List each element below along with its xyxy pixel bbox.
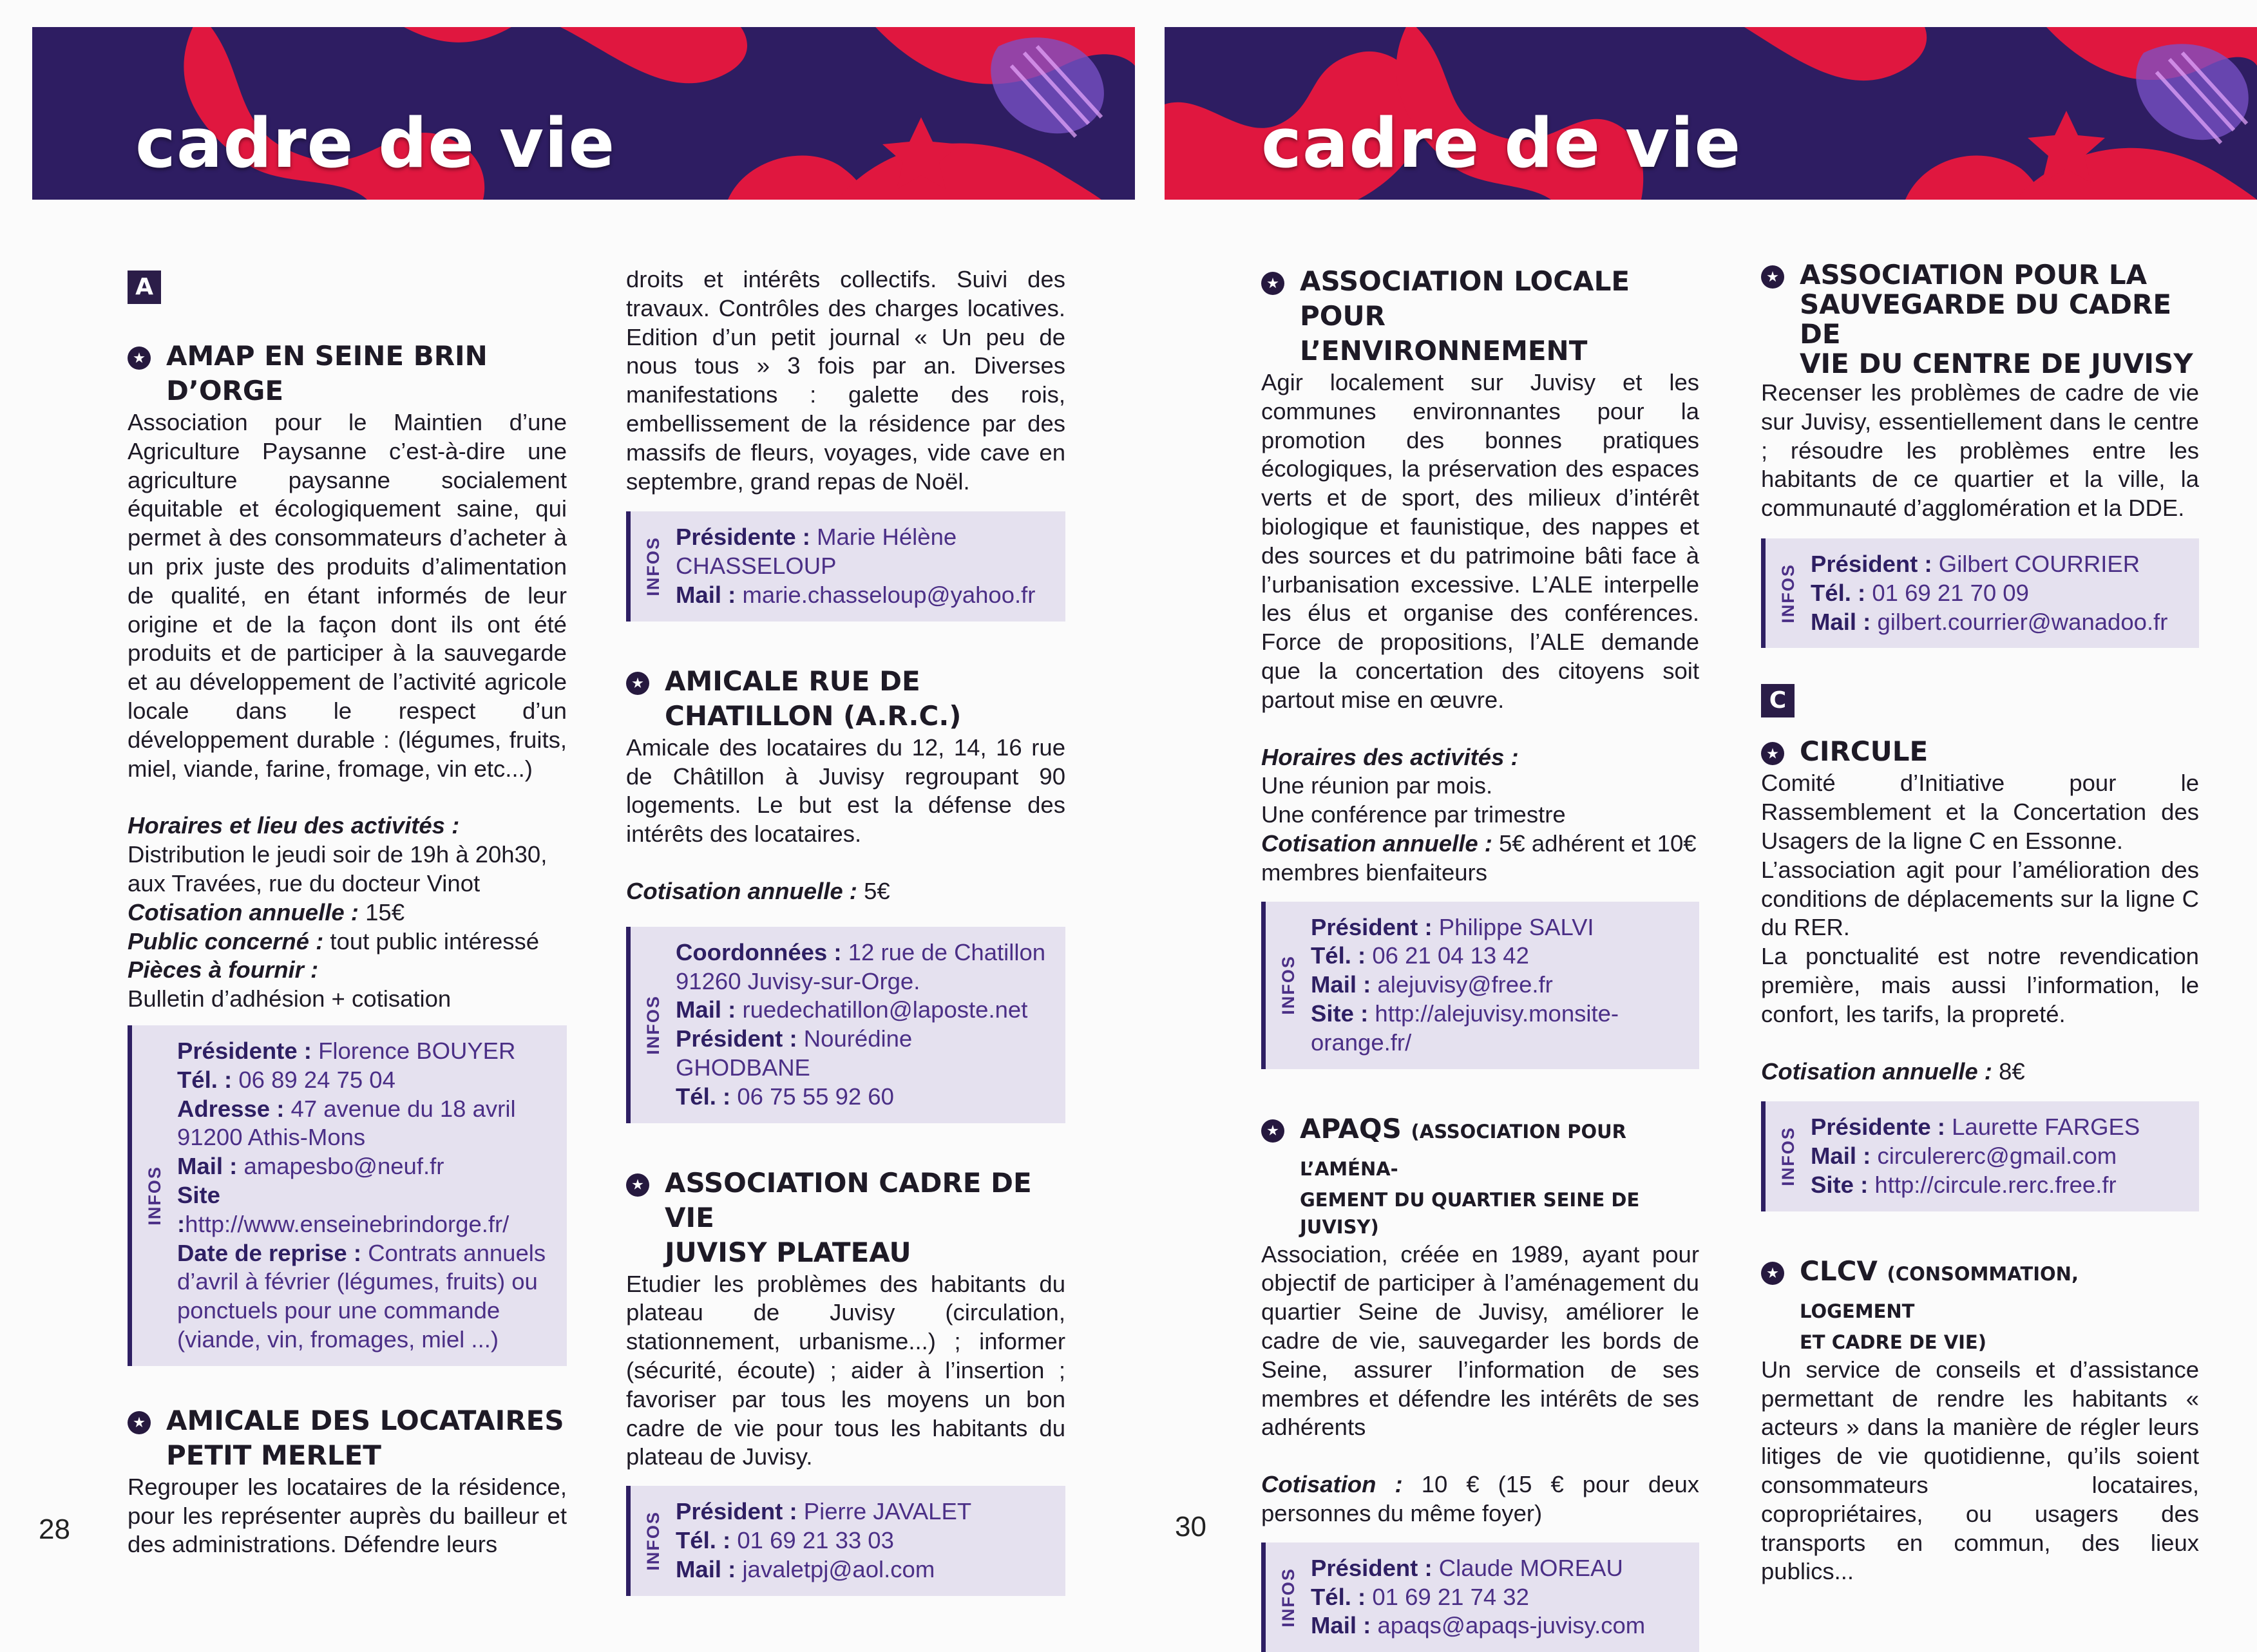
sauvegarde-president: Gilbert COURRIER (1938, 550, 2140, 577)
ale-president: Philippe SALVI (1438, 913, 1594, 940)
plateau-tel: 01 69 21 33 03 (737, 1526, 894, 1553)
infos-tag: INFOS (1278, 955, 1298, 1015)
heading-circule: CIRCULE (1761, 734, 2199, 769)
infos-tag: INFOS (643, 1511, 663, 1571)
banner-right (1165, 27, 2257, 200)
infos-tag: INFOS (1778, 1126, 1798, 1186)
chatillon-cotisation: Cotisation annuelle : 5€ (626, 877, 890, 904)
heading-plateau: ASSOCIATION CADRE DE VIE JUVISY PLATEAU (626, 1166, 1065, 1270)
apaqs-description: Association, créée en 1989, ayant pour objectif de participer à l’aménagement du quartier Seine de Juvisy, améliorer le cadre de vie, sauvegarder les bords de Seine, assurer l’information de ses membres et défendre les intérêts de ses adhérents (1261, 1240, 1699, 1441)
infos-tag: INFOS (643, 994, 663, 1055)
ale-horaires-label: Horaires des activités : (1261, 743, 1519, 770)
star-bullet-icon (1761, 1262, 1784, 1285)
banner-left (32, 27, 1135, 200)
ale-cotisation: Cotisation annuelle : 5€ adhérent et 10€ membres bienfaiteurs (1261, 830, 1697, 886)
heading-apaqs: APAQS (ASSOCIATION POUR L’AMÉNA- GEMENT DU QUARTIER SEINE DE JUVISY) (1261, 1112, 1699, 1240)
section-letter-a: A (128, 271, 161, 304)
heading-chatillon: AMICALE RUE DE CHATILLON (A.R.C.) (626, 664, 1065, 734)
infos-tag: INFOS (1278, 1567, 1298, 1628)
star-bullet-icon (1761, 742, 1784, 765)
infos-tag: INFOS (144, 1166, 164, 1226)
apaqs-cotisation: Cotisation : 10 € (15 € pour deux personnes du même foyer) (1261, 1471, 1700, 1526)
apaqs-tel: 01 69 21 74 32 (1372, 1583, 1529, 1610)
ale-description: Agir localement sur Juvisy et les communes environnantes pour la promotion des bonnes pratiques écologiques, la préservation des espaces verts et de sport, des milieux d’intérêt biologique et faunistique, des nappes et des sources et du patrimoine bâti face à l’urbanisation excessive. L’ALE interpelle les élus et organise des conférences. Force de propositions, l’ALE demande que la concertation des citoyens soit partout mise en œuvre. (1261, 369, 1699, 713)
plateau-president: Pierre JAVALET (803, 1498, 972, 1525)
amap-reprise: Contrats annuels d’avril à février (légumes, fruits) ou ponctuels pour une commande (viande, vin, fromages, miel ...) (177, 1239, 546, 1353)
chatillon-description: Amicale des locataires du 12, 14, 16 rue de Châtillon à Juvisy regroupant 90 logements. Le but est la défense des intérêts des locataires. (626, 734, 1065, 848)
info-box-ale: INFOS Président : Philippe SALVI Tél. : 06 21 04 13 42 Mail : alejuvisy@free.fr Site : http://alejuvisy.monsite-orange.fr/ (1261, 902, 1699, 1069)
chatillon-coord: 12 rue de Chatillon (848, 938, 1046, 965)
ale-horaires-1: Une réunion par mois. (1261, 772, 1493, 799)
column-4 (1761, 260, 2199, 1586)
star-bullet-icon (1261, 272, 1284, 295)
amap-description: Association pour le Maintien d’une Agriculture Paysanne c’est-à-dire une agriculture paysanne socialement équitable et écologiquement saine, qui permet à des consommateurs d’acheter à un prix juste des produits d’alimentation de qualité, en étant informés de leur origine et de la façon dont ils ont été produits et de participer à la sauvegarde et au développement de l’activité agricole locale dans le respect d’un développement durable : (légumes, fruits, miel, viande, farine, fromage, vin etc...) (128, 409, 567, 782)
chatillon-president: Nourédine GHODBANE (676, 1025, 913, 1081)
clcv-description: Un service de conseils et d’assistance permettant de rendre les habitants « acteurs » dans la manière de régler leurs litiges de vie quotidienne, qu’ils soient consommateurs locataires, copropriétaires, ou usagers des transports en commun, des lieux publics... (1761, 1356, 2199, 1585)
info-box-circule: INFOS Présidente : Laurette FARGES Mail : circulererc@gmail.com Site : http://circule.rerc.free.fr (1761, 1101, 2199, 1211)
heading-amap: AMAP EN SEINE BRIN D’ORGE (128, 339, 567, 408)
chatillon-coord-city: 91260 Juvisy-sur-Orge. (676, 967, 920, 994)
page-title-left: cadre de vie (135, 104, 616, 183)
heading-ale: ASSOCIATION LOCALE POUR L’ENVIRONNEMENT (1261, 264, 1699, 368)
circule-description-1: Comité d’Initiative pour le Rassemblement et la Concertation des Usagers de la ligne C en Essonne. (1761, 770, 2199, 854)
amap-pieces-label: Pièces à fournir : (128, 956, 319, 983)
petit-merlet-president: Marie Hélène CHASSELOUP (676, 524, 957, 580)
info-box-sauvegarde: INFOS Président : Gilbert COURRIER Tél. : 01 69 21 70 09 Mail : gilbert.courrier@wanadoo.fr (1761, 538, 2199, 648)
amap-adresse: 47 avenue du 18 avril (290, 1095, 516, 1122)
infos-tag: INFOS (1778, 563, 1798, 623)
star-bullet-icon (626, 1173, 649, 1197)
star-bullet-icon (128, 1411, 151, 1434)
info-box-plateau: INFOS Président : Pierre JAVALET Tél. : 01 69 21 33 03 Mail : javaletpj@aol.com (626, 1486, 1065, 1595)
amap-public: Public concerné : tout public intéressé (128, 927, 540, 954)
circule-mail-link[interactable]: circulererc@gmail.com (1877, 1143, 2117, 1170)
column-3 (1261, 264, 1699, 1652)
sauvegarde-description: Recenser les problèmes de cadre de vie sur Juvisy, essentiellement dans le centre ; résoudre les problèmes entre les habitants de ce quartier et la ville, la communauté d’agglomération et la DDE. (1761, 379, 2199, 522)
sauvegarde-mail-link[interactable]: gilbert.courrier@wanadoo.fr (1877, 608, 2168, 635)
circule-site-link[interactable]: http://circule.rerc.free.fr (1874, 1171, 2117, 1198)
column-1 (128, 271, 567, 1559)
petit-merlet-mail-link[interactable]: marie.chasseloup@yahoo.fr (742, 581, 1036, 608)
amap-cotisation: Cotisation annuelle : 15€ (128, 898, 405, 926)
amap-site-link[interactable]: http://www.enseinebrindorge.fr/ (185, 1210, 509, 1237)
heading-petit-merlet: AMICALE DES LOCATAIRES PETIT MERLET (128, 1403, 567, 1473)
info-box-apaqs: INFOS Président : Claude MOREAU Tél. : 01 69 21 74 32 Mail : apaqs@apaqs-juvisy.com (1261, 1543, 1699, 1652)
sauvegarde-tel: 01 69 21 70 09 (1872, 579, 2029, 606)
amap-president: Florence BOUYER (318, 1037, 516, 1064)
petit-merlet-description-cont: droits et intérêts collectifs. Suivi des travaux. Contrôles des charges locatives. Edition d’un petit journal « Un peu de nous tous » 3 fois par an. Diverses manifestations : galette des rois, embellissement de la résidence par des massifs de fleurs, voyages, vide cave en septembre, grand repas de Noël. (626, 266, 1065, 495)
info-box-petit-merlet: INFOS Présidente : Marie Hélène CHASSELOUP Mail : marie.chasseloup@yahoo.fr (626, 511, 1065, 621)
circule-president: Laurette FARGES (1952, 1114, 2140, 1141)
circule-description-2: L’association agit pour l’amélioration des conditions de déplacements sur la ligne C du RER. (1761, 856, 2199, 941)
column-2 (626, 265, 1065, 1596)
circule-cotisation: Cotisation annuelle : 8€ (1761, 1058, 2025, 1085)
heading-clcv: CLCV (CONSOMMATION, LOGEMENT ET CADRE DE VIE) (1761, 1254, 2199, 1356)
plateau-description: Etudier les problèmes des habitants du plateau de Juvisy (circulation, stationnement, urbanisme...) ; informer (sécurité, écoute) ; aider à l’insertion ; favoriser par tous les moyens un bon cadre de vie pour tous les habitants du plateau de Juvisy. (626, 1270, 1065, 1470)
info-box-amap: INFOS Présidente : Florence BOUYER Tél. : 06 89 24 75 04 Adresse : 47 avenue du 18 avril 91200 Athis-Mons Mail : amapesbo@neuf.fr Site :http://www.enseinebrindorge.fr/ Date de reprise : Contrats annuels d’avril à février (légumes, fruits) ou ponctuels pour une commande (viande, vin, fromages, miel ...) (128, 1025, 567, 1366)
amap-horaires: Distribution le jeudi soir de 19h à 20h30, aux Travées, rue du docteur Vinot (128, 841, 548, 897)
ale-site-link[interactable]: http://alejuvisy.monsite-orange.fr/ (1311, 1000, 1619, 1056)
petit-merlet-description: Regrouper les locataires de la résidence, pour les représenter auprès du bailleur et des administrations. Défendre leurs (128, 1473, 567, 1558)
star-bullet-icon (626, 672, 649, 695)
ale-mail-link[interactable]: alejuvisy@free.fr (1377, 971, 1553, 998)
infos-tag: INFOS (643, 536, 663, 596)
plateau-mail-link[interactable]: javaletpj@aol.com (742, 1555, 935, 1582)
amap-horaires-label: Horaires et lieu des activités : (128, 812, 460, 839)
apaqs-mail-link[interactable]: apaqs@apaqs-juvisy.com (1377, 1612, 1646, 1639)
amap-tel: 06 89 24 75 04 (238, 1066, 395, 1093)
chatillon-mail-link[interactable]: ruedechatillon@laposte.net (742, 996, 1028, 1023)
amap-mail-link[interactable]: amapesbo@neuf.fr (243, 1153, 444, 1180)
page-number-left: 28 (39, 1514, 70, 1545)
apaqs-president: Claude MOREAU (1438, 1554, 1623, 1581)
amap-adresse-city: 91200 Athis-Mons (177, 1124, 366, 1151)
info-box-chatillon: INFOS Coordonnées : 12 rue de Chatillon 91260 Juvisy-sur-Orge. Mail : ruedechatillon@laposte.net Président : Nourédine GHODBANE Tél. : 06 75 55 92 60 (626, 927, 1065, 1123)
ale-horaires-2: Une conférence par trimestre (1261, 801, 1566, 828)
circule-description-3: La ponctualité est notre revendication première, mais aussi l’information, le confort, les tarifs, la propreté. (1761, 943, 2199, 1027)
star-bullet-icon (128, 347, 151, 370)
section-letter-c: C (1761, 684, 1795, 717)
star-bullet-icon (1761, 265, 1784, 289)
heading-sauvegarde: ASSOCIATION POUR LA SAUVEGARDE DU CADRE DE VIE DU CENTRE DE JUVISY (1761, 260, 2199, 379)
page-title-right: cadre de vie (1261, 104, 1742, 183)
ale-tel: 06 21 04 13 42 (1372, 942, 1529, 969)
star-bullet-icon (1261, 1119, 1284, 1143)
chatillon-tel: 06 75 55 92 60 (737, 1083, 894, 1110)
page-number-right: 30 (1175, 1511, 1206, 1543)
amap-pieces: Bulletin d’adhésion + cotisation (128, 985, 452, 1012)
